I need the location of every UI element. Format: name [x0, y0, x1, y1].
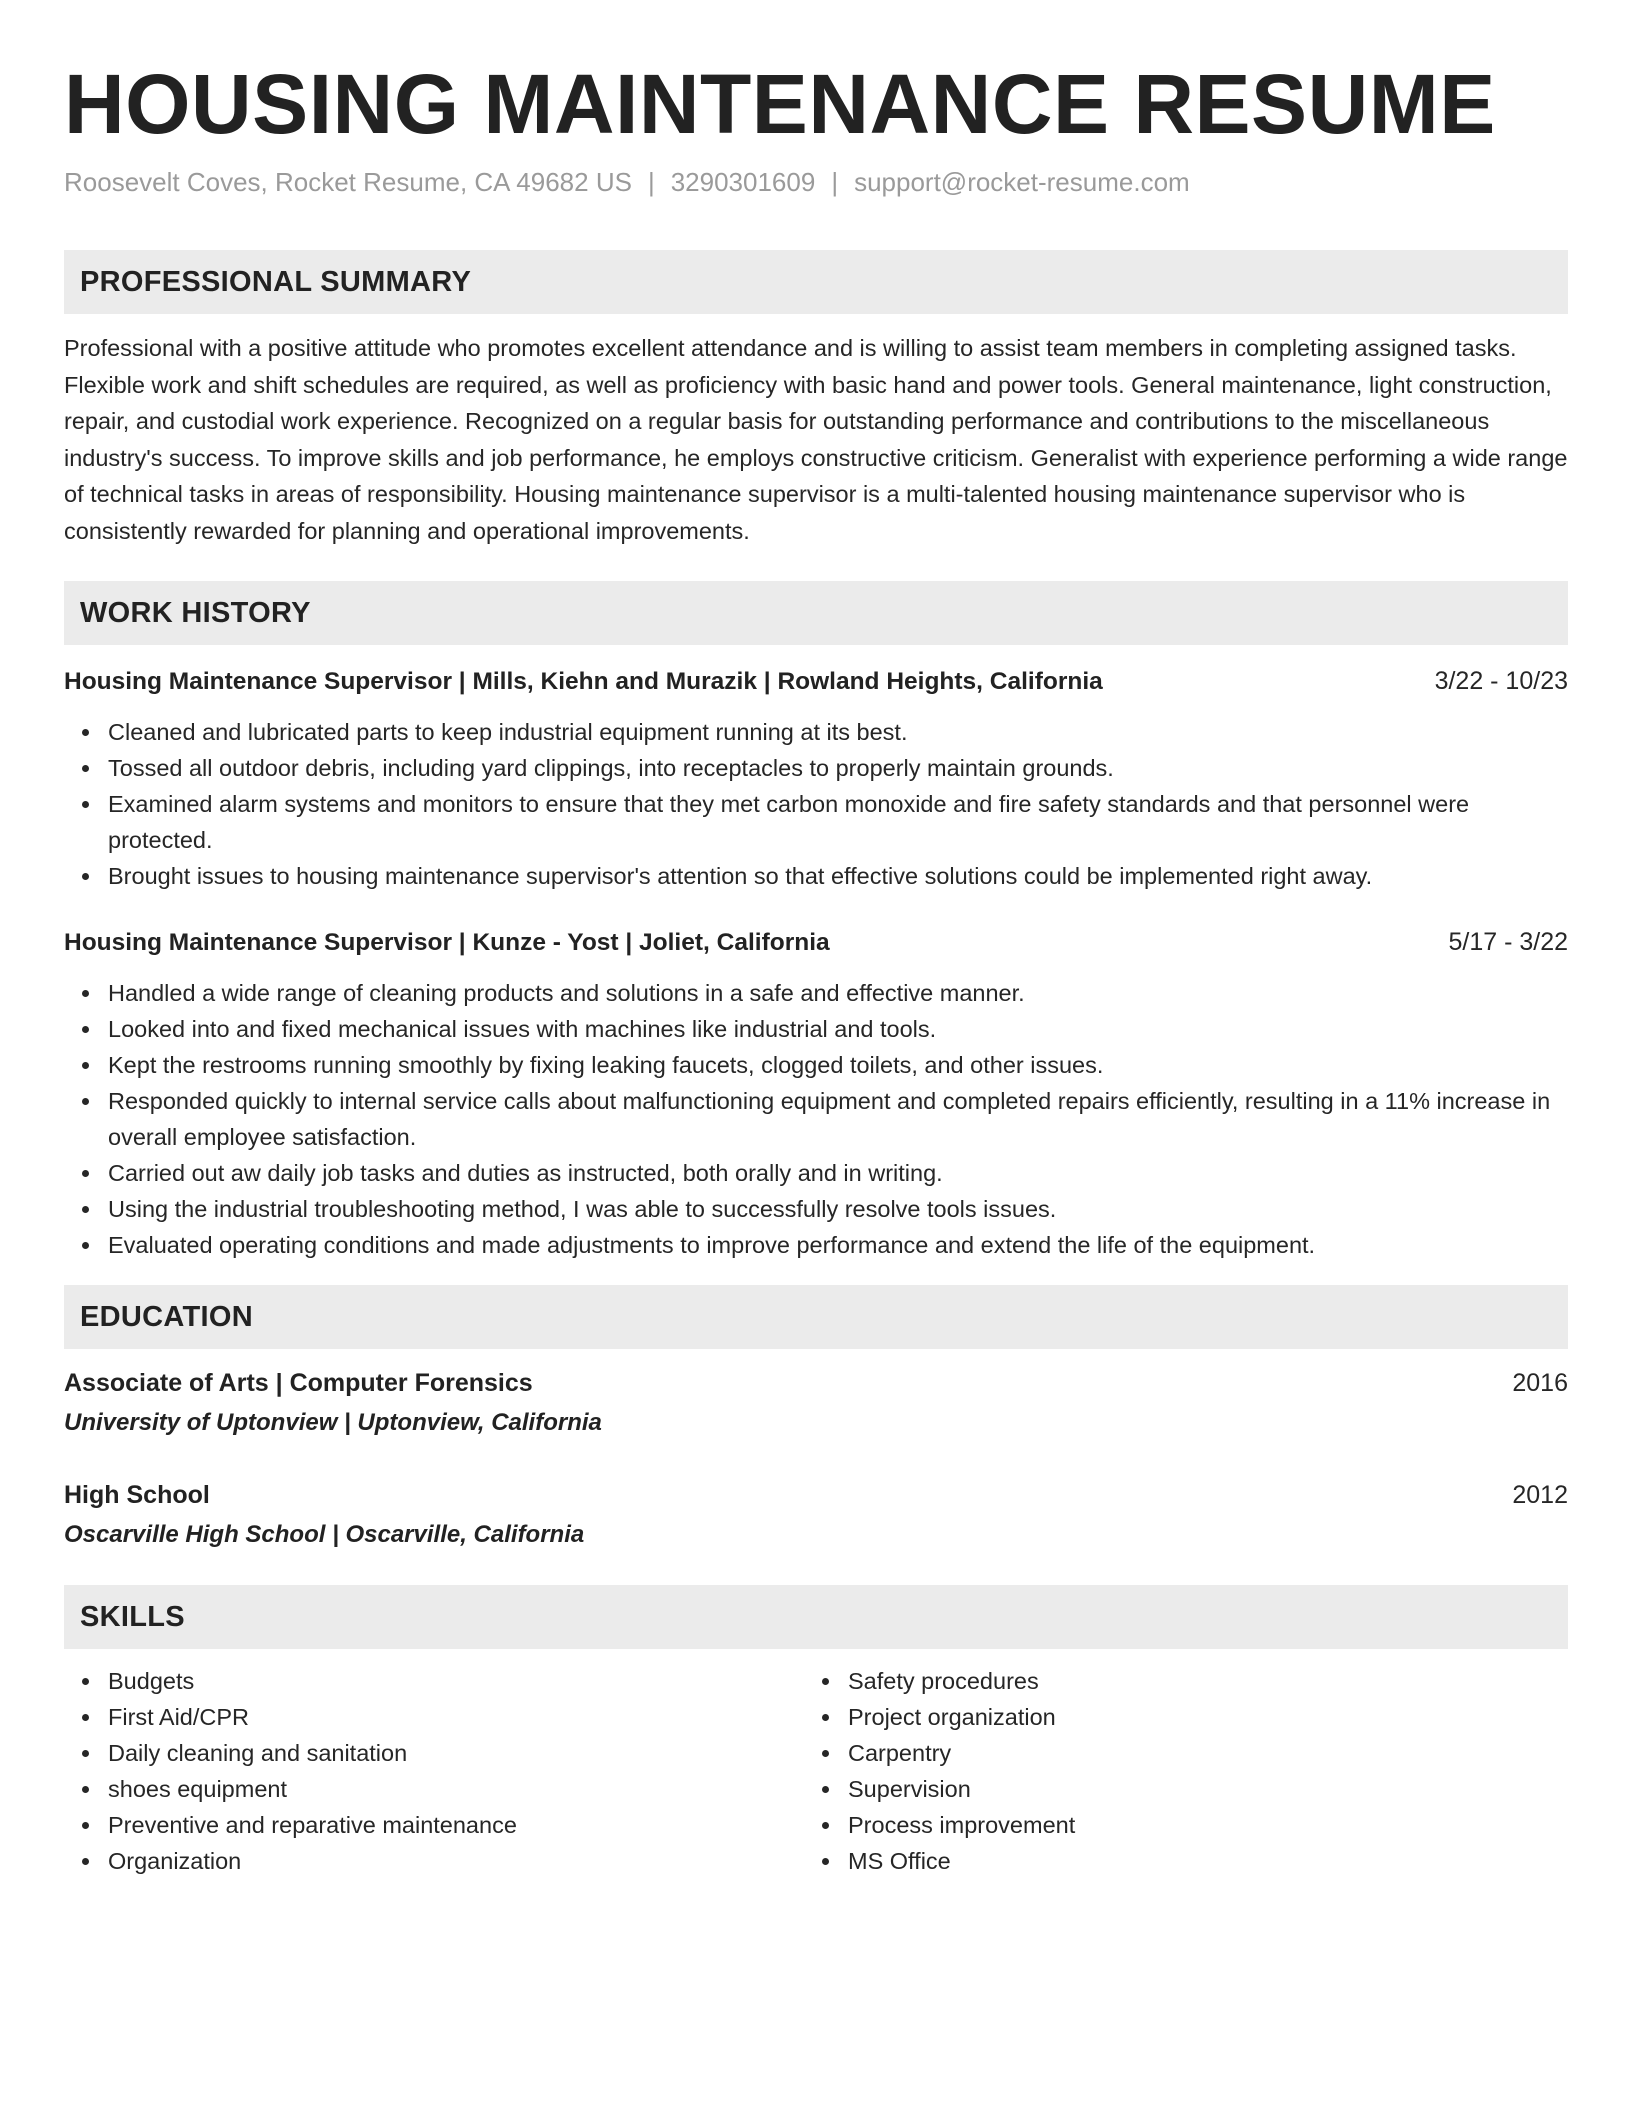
job-entry [64, 924, 1568, 1263]
contact-email: support@rocket-resume.com [854, 167, 1190, 197]
skills-column-right [804, 1663, 1504, 1879]
job-bullet: Examined alarm systems and monitors to ensure that they met carbon monoxide and fire safety standards and that personnel were protected. [108, 786, 1568, 858]
job-dates: 5/17 - 3/22 [1448, 928, 1568, 956]
job-bullet: Brought issues to housing maintenance supervisor's attention so that effective solutions could be implemented right away. [108, 858, 1568, 894]
job-bullet: Responded quickly to internal service calls about malfunctioning equipment and completed repairs efficiently, resulting in a 11% increase in overall employee satisfaction. [108, 1083, 1568, 1155]
skill-item: Preventive and reparative maintenance [108, 1807, 804, 1843]
skill-item: Supervision [848, 1771, 1504, 1807]
skill-item: Daily cleaning and sanitation [108, 1735, 804, 1771]
degree: High School [64, 1481, 210, 1509]
job-header [64, 924, 1568, 961]
education-heading: EDUCATION [64, 1285, 1568, 1349]
education-section [64, 1285, 1568, 1553]
job-bullets [64, 975, 1568, 1263]
job-bullet: Using the industrial troubleshooting method, I was able to successfully resolve tools issues. [108, 1191, 1568, 1227]
skill-item: Project organization [848, 1699, 1504, 1735]
skills-columns [64, 1663, 1568, 1879]
job-bullets [64, 714, 1568, 894]
graduation-year: 2012 [1512, 1481, 1568, 1509]
school: Oscarville High School | Oscarville, California [64, 1521, 585, 1548]
contact-phone: 3290301609 [670, 167, 816, 197]
skills-list [64, 1663, 804, 1879]
summary-text: Professional with a positive attitude who promotes excellent attendance and is willing to assist team members in completing assigned tasks. Flexible work and shift schedules are required, as well as proficiency with basic hand and power tools. General maintenance, light construction, repair, and custodial work experience. Recognized on a regular basis for outstanding performance and contributions to the miscellaneous industry's success. To improve skills and job performance, he employs constructive criticism. Generalist with experience performing a wide range of technical tasks in areas of responsibility. Housing maintenance supervisor is a multi-talented housing maintenance supervisor who is consistently rewarded for planning and operational improvements. [64, 335, 1568, 544]
skill-item: Budgets [108, 1663, 804, 1699]
graduation-year: 2016 [1512, 1369, 1568, 1397]
skill-item: Safety procedures [848, 1663, 1504, 1699]
skill-item: Organization [108, 1843, 804, 1879]
job-bullet: Kept the restrooms running smoothly by fixing leaking faucets, clogged toilets, and other issues. [108, 1047, 1568, 1083]
skill-item: Carpentry [848, 1735, 1504, 1771]
job-title: Housing Maintenance Supervisor | Kunze - Yost | Joliet, California [64, 929, 830, 956]
school: University of Uptonview | Uptonview, California [64, 1409, 602, 1436]
job-bullet: Evaluated operating conditions and made adjustments to improve performance and extend the life of the equipment. [108, 1227, 1568, 1263]
contact-separator: | [831, 167, 839, 197]
contact-separator: | [647, 167, 655, 197]
skills-heading: SKILLS [64, 1585, 1568, 1649]
skill-item: shoes equipment [108, 1771, 804, 1807]
skills-column-left [64, 1663, 804, 1879]
education-entry [64, 1477, 1568, 1553]
job-bullet: Handled a wide range of cleaning products and solutions in a safe and effective manner. [108, 975, 1568, 1011]
job-bullet: Looked into and fixed mechanical issues with machines like industrial and tools. [108, 1011, 1568, 1047]
skill-item: First Aid/CPR [108, 1699, 804, 1735]
job-entry [64, 663, 1568, 894]
summary-heading: PROFESSIONAL SUMMARY [64, 250, 1568, 314]
job-header [64, 663, 1568, 700]
job-bullet: Carried out aw daily job tasks and duties as instructed, both orally and in writing. [108, 1155, 1568, 1191]
education-entry [64, 1365, 1568, 1441]
work-history-section [64, 581, 1568, 1263]
education-header [64, 1477, 1568, 1513]
skills-list [804, 1663, 1504, 1879]
resume-title: HOUSING MAINTENANCE RESUME [64, 57, 1496, 151]
summary-section [64, 250, 1568, 549]
contact-line [64, 164, 1568, 200]
degree: Associate of Arts | Computer Forensics [64, 1369, 533, 1397]
skill-item: Process improvement [848, 1807, 1504, 1843]
job-bullet: Cleaned and lubricated parts to keep industrial equipment running at its best. [108, 714, 1568, 750]
job-dates: 3/22 - 10/23 [1434, 667, 1568, 695]
job-bullet: Tossed all outdoor debris, including yard clippings, into receptacles to properly maintain grounds. [108, 750, 1568, 786]
education-header [64, 1365, 1568, 1401]
skill-item: MS Office [848, 1843, 1504, 1879]
work-history-heading: WORK HISTORY [64, 581, 1568, 645]
job-title: Housing Maintenance Supervisor | Mills, Kiehn and Murazik | Rowland Heights, California [64, 668, 1103, 695]
contact-address: Roosevelt Coves, Rocket Resume, CA 49682 US [64, 167, 632, 197]
skills-section [64, 1585, 1568, 1879]
